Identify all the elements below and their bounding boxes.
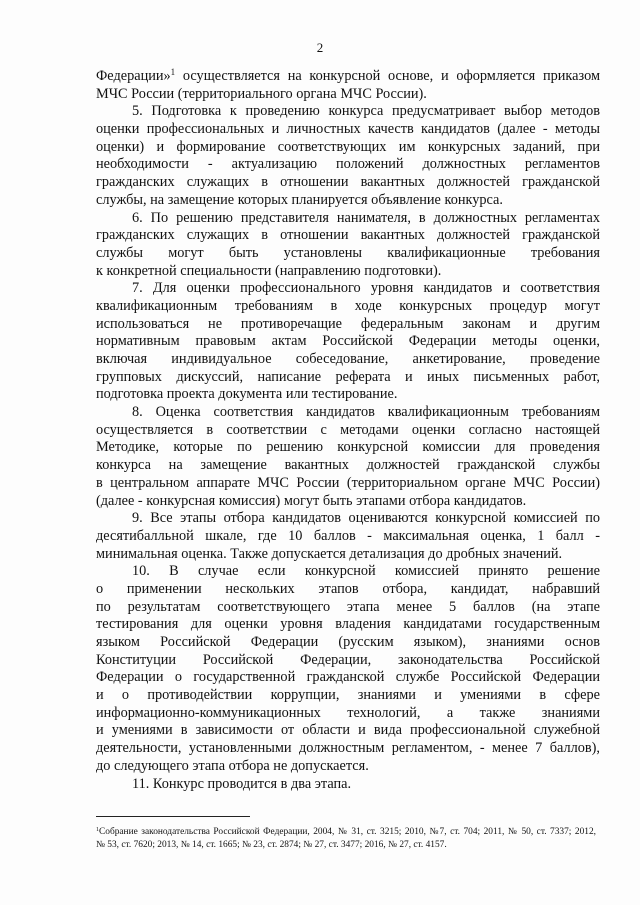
text-line: до следующего этапа отбора не допускается. — [96, 757, 369, 774]
text-line: 5. Подготовка к проведению конкурса предусматривает выбор методов — [132, 103, 600, 120]
text-line: МЧС России (территориального органа МЧС России). — [96, 85, 427, 102]
document-body — [96, 68, 600, 793]
text-line: Конституции Российской Федерации, законодательства Российской — [96, 651, 600, 668]
text-segment: Федерации» — [96, 68, 171, 84]
footnote — [96, 826, 596, 852]
text-line: к конкретной специальности (направлению подготовки). — [96, 262, 442, 279]
text-line: Методике, которые по решению конкурсной комиссии для проведения — [96, 439, 600, 456]
text-line: осуществляется в соответствии с методами оценки согласно настоящей — [96, 421, 600, 438]
text-line: квалификационным требованиям в ходе конкурсных процедур могут — [96, 297, 600, 314]
text-line: оценки профессиональных и личностных качеств кандидатов (далее - методы — [96, 121, 600, 138]
text-line: службы, на замещение которых планируется объявление конкурса. — [96, 191, 503, 208]
text-line: по результатам соответствующего этапа менее 5 баллов (на этапе — [96, 598, 600, 615]
page-number: 2 — [316, 40, 324, 55]
text-line: службы могут быть установлены квалификационные требования — [96, 244, 600, 261]
text-line: 9. Все этапы отбора кандидатов оцениваются конкурсной комиссией по — [132, 510, 600, 527]
footnote-reference: 1 — [170, 68, 176, 77]
text-line: необходимости - актуализацию положений должностных регламентов — [96, 156, 600, 173]
text-line: гражданских служащих в отношении вакантных должностей гражданской — [96, 174, 600, 191]
text-line: нормативным правовым актам Российской Федерации методы оценки, — [96, 333, 600, 350]
text-line: подготовка проекта документа или тестирование. — [96, 386, 398, 403]
text-line: деятельности, установленными должностным регламентом, - менее 7 баллов), — [96, 740, 600, 757]
text-segment: осуществляется на конкурсной основе, и оформляется приказом — [175, 68, 600, 84]
footnote-separator — [96, 816, 250, 817]
text-line: и о противодействии коррупции, знаниями и умениями в сфере — [96, 687, 600, 704]
text-line: 7. Для оценки профессионального уровня кандидатов и соответствия — [132, 280, 600, 297]
footnote-line — [96, 839, 596, 852]
footnote-text: № 53, ст. 7620; 2013, № 14, ст. 1665; № 23, ст. 2874; № 27, ст. 3477; 2016, № 27, ст. 4157. — [96, 840, 447, 850]
footnote-line — [96, 826, 596, 839]
text-line: информационно-коммуникационных технологий, а также знаниями — [96, 704, 600, 721]
text-line: 10. В случае если конкурсной комиссией принято решение — [132, 563, 600, 580]
text-line: 8. Оценка соответствия кандидатов квалификационным требованиям — [132, 404, 600, 421]
text-line: гражданских служащих в отношении вакантных должностей гражданской — [96, 227, 600, 244]
text-line: групповых дискуссий, написание реферата и иных письменных работ, — [96, 368, 600, 385]
footnote-text: Собрание законодательства Российской Федерации, 2004, № 31, ст. 3215; 2010, №7, ст. 704; 2011, № 50, ст. 7337; 2012, — [99, 827, 596, 837]
text-line: включая индивидуальное собеседование, анкетирование, проведение — [96, 351, 600, 367]
text-line: оценки) и формирование соответствующих им конкурсных заданий, при — [96, 138, 600, 155]
text-line: 6. По решению представителя нанимателя, в должностных регламентах — [132, 209, 600, 226]
text-line: и умениями в зависимости от области и вида профессиональной служебной — [96, 722, 600, 739]
text-line — [96, 68, 600, 86]
text-line: конкурса на замещение вакантных должностей гражданской службы — [96, 457, 600, 474]
text-line: языком Российской Федерации (русским языком), знаниями основ — [96, 634, 600, 650]
text-line: о применении нескольких этапов отбора, кандидат, набравший — [96, 580, 600, 597]
text-line: минимальная оценка. Также допускается детализация до дробных значений. — [96, 545, 563, 562]
text-line: десятибалльной шкале, где 10 баллов - максимальная оценка, 1 балл - — [96, 527, 600, 544]
text-line: 11. Конкурс проводится в два этапа. — [132, 775, 352, 792]
text-line: в центральном аппарате МЧС России (территориальном органе МЧС России) — [96, 474, 600, 491]
footnote-mark: 1 — [96, 827, 99, 833]
text-line: использоваться не противоречащие федеральным законам и другим — [96, 315, 600, 332]
text-line: тестирования для оценки уровня владения кандидатами государственным — [96, 616, 600, 633]
text-line: (далее - конкурсная комиссия) могут быть этапами отбора кандидатов. — [96, 492, 527, 509]
text-line: Федерации о государственной гражданской службе Российской Федерации — [96, 669, 600, 686]
